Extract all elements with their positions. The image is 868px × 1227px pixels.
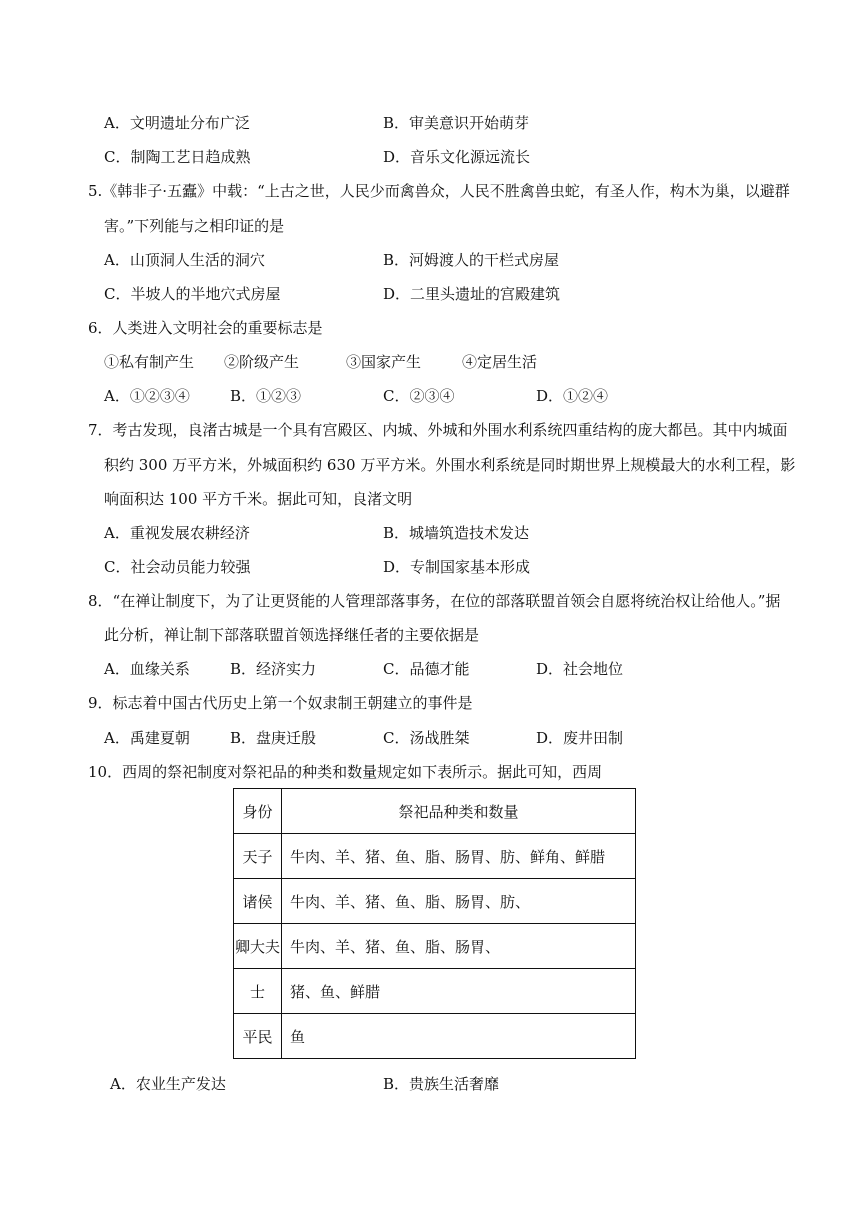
q6-option-b: B．①②③: [230, 387, 302, 405]
table-row: [234, 879, 636, 924]
ritual-table: [233, 788, 636, 1059]
table-cell-items: 牛肉、羊、猪、鱼、脂、肠胃、肪、: [282, 879, 636, 924]
q7-stem-line-2: 积约 300 万平方米，外城面积约 630 万平方米。外围水利系统是同时期世界上规模最大的水利工程，影: [104, 456, 796, 474]
table-row: [234, 1014, 636, 1059]
q5-stem-line-2: 害。”下列能与之相印证的是: [104, 217, 285, 235]
q9-option-d: D．废井田制: [536, 729, 624, 747]
q6-option-a: A．①②③④: [104, 387, 190, 405]
q8-option-a: A．血缘关系: [104, 660, 190, 678]
q6-item-1: ①私有制产生: [104, 353, 195, 371]
q5-option-c: C．半坡人的半地穴式房屋: [104, 285, 281, 303]
q8-option-d: D．社会地位: [536, 660, 624, 678]
table-cell-rank: 卿大夫: [234, 924, 282, 969]
q7-stem-line-3: 响面积达 100 平方千米。据此可知，良渚文明: [104, 490, 413, 508]
q6-stem: 6．人类进入文明社会的重要标志是: [88, 319, 323, 337]
q10-stem: 10．西周的祭祀制度对祭祀品的种类和数量规定如下表所示。据此可知，西周: [88, 763, 603, 781]
q8-option-c: C．品德才能: [383, 660, 470, 678]
table-header-row: [234, 789, 636, 834]
q9-option-c: C．汤战胜桀: [383, 729, 470, 747]
q4-option-c: C．制陶工艺日趋成熟: [104, 148, 251, 166]
q8-stem-line-1: 8．“在禅让制度下，为了让更贤能的人管理部落事务，在位的部落联盟首领会自愿将统治权让给他人。”据: [88, 592, 781, 610]
table-cell-rank: 士: [234, 969, 282, 1014]
table-row: [234, 834, 636, 879]
table-cell-rank: 诸侯: [234, 879, 282, 924]
table-header-items: 祭祀品种类和数量: [282, 789, 636, 834]
q4-option-b: B．审美意识开始萌芽: [383, 114, 530, 132]
q7-option-d: D．专制国家基本形成: [383, 558, 531, 576]
q6-item-4: ④定居生活: [462, 353, 538, 371]
q4-option-a: A．文明遗址分布广泛: [104, 114, 250, 132]
table-row: [234, 924, 636, 969]
table-header-rank: 身份: [234, 789, 282, 834]
q10-option-a: A．农业生产发达: [110, 1075, 226, 1093]
q9-stem: 9．标志着中国古代历史上第一个奴隶制王朝建立的事件是: [88, 694, 473, 712]
q9-option-a: A．禹建夏朝: [104, 729, 190, 747]
q7-option-c: C．社会动员能力较强: [104, 558, 251, 576]
table-cell-items: 牛肉、羊、猪、鱼、脂、肠胃、肪、鲜角、鲜腊: [282, 834, 636, 879]
q5-option-d: D．二里头遗址的宫殿建筑: [383, 285, 561, 303]
q8-option-b: B．经济实力: [230, 660, 317, 678]
q7-option-a: A．重视发展农耕经济: [104, 524, 250, 542]
q5-option-b: B．河姆渡人的干栏式房屋: [383, 251, 560, 269]
q6-option-d: D．①②④: [536, 387, 609, 405]
q10-option-b: B．贵族生活奢靡: [383, 1075, 500, 1093]
q6-item-2: ②阶级产生: [224, 353, 300, 371]
q6-item-3: ③国家产生: [346, 353, 422, 371]
table-cell-rank: 平民: [234, 1014, 282, 1059]
q4-option-d: D．音乐文化源远流长: [383, 148, 531, 166]
table-row: [234, 969, 636, 1014]
q7-option-b: B．城墙筑造技术发达: [383, 524, 530, 542]
table-cell-rank: 天子: [234, 834, 282, 879]
q9-option-b: B．盘庚迁殷: [230, 729, 317, 747]
q5-option-a: A．山顶洞人生活的洞穴: [104, 251, 265, 269]
table-cell-items: 鱼: [282, 1014, 636, 1059]
q6-option-c: C．②③④: [383, 387, 455, 405]
table-cell-items: 牛肉、羊、猪、鱼、脂、肠胃、: [282, 924, 636, 969]
q8-stem-line-2: 此分析，禅让制下部落联盟首领选择继任者的主要依据是: [104, 626, 480, 644]
q7-stem-line-1: 7．考古发现，良渚古城是一个具有宫殿区、内城、外城和外围水利系统四重结构的庞大都邑。其中内城面: [88, 421, 788, 439]
q5-stem-line-1: 5.《韩非子·五蠹》中载：“上古之世，人民少而禽兽众，人民不胜禽兽虫蛇，有圣人作，构木为巢，以避群: [88, 182, 790, 200]
table-cell-items: 猪、鱼、鲜腊: [282, 969, 636, 1014]
